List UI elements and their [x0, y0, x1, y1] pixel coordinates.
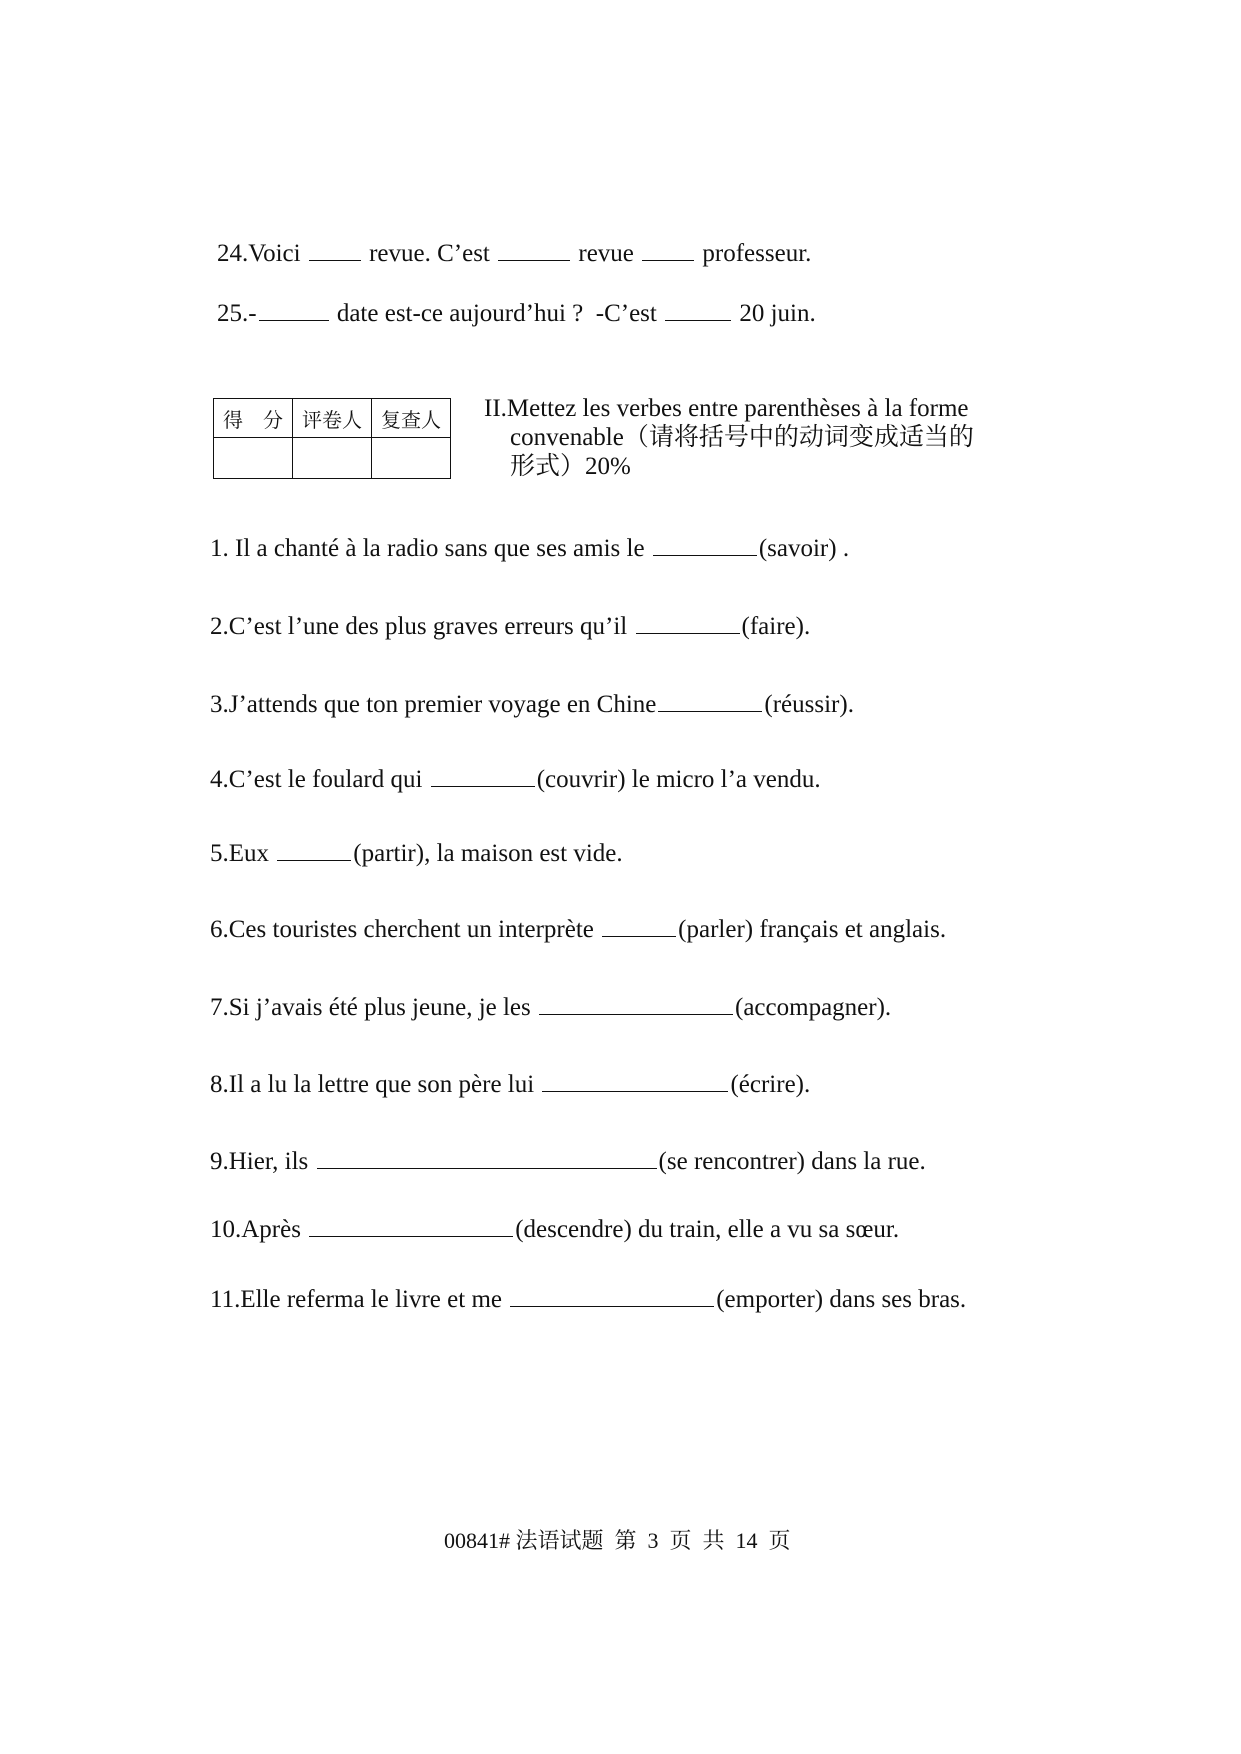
answer-blank[interactable] — [498, 238, 570, 261]
question-item: 1. Il a chanté à la radio sans que ses amis le (savoir) . — [210, 535, 850, 562]
question-24: 24.Voici revue. C’est revue professeur. — [217, 240, 812, 267]
answer-blank[interactable] — [642, 238, 694, 261]
section-heading: II.Mettez les verbes entre parenthèses à la forme convenable（请将括号中的动词变成适当的 形式）20% — [484, 395, 974, 480]
answer-blank[interactable] — [317, 1146, 657, 1169]
score-table — [213, 398, 451, 479]
answer-blank[interactable] — [277, 838, 351, 861]
answer-blank[interactable] — [309, 238, 361, 261]
question-item: 9.Hier, ils (se rencontrer) dans la rue. — [210, 1148, 926, 1175]
reviewer-cell[interactable] — [372, 438, 451, 479]
answer-blank[interactable] — [259, 298, 329, 321]
answer-blank[interactable] — [653, 533, 757, 556]
answer-blank[interactable] — [539, 992, 733, 1015]
answer-blank[interactable] — [602, 914, 676, 937]
page-footer: 00841# 法语试题 第 3 页 共 14 页 — [444, 1528, 791, 1553]
question-item: 6.Ces touristes cherchent un interprète (parler) français et anglais. — [210, 916, 947, 943]
question-item: 5.Eux (partir), la maison est vide. — [210, 840, 623, 867]
question-item: 3.J’attends que ton premier voyage en Chine (réussir). — [210, 691, 854, 718]
question-25: 25.- date est-ce aujourd’hui ? -C’est 20 juin. — [217, 300, 816, 327]
reviewer-header: 复查人 — [372, 399, 451, 438]
answer-blank[interactable] — [665, 298, 731, 321]
question-item: 7.Si j’avais été plus jeune, je les (accompagner). — [210, 994, 892, 1021]
answer-blank[interactable] — [636, 611, 740, 634]
grader-header: 评卷人 — [293, 399, 372, 438]
answer-blank[interactable] — [542, 1069, 728, 1092]
question-item: 10.Après (descendre) du train, elle a vu sa sœur. — [210, 1216, 900, 1243]
question-item: 4.C’est le foulard qui (couvrir) le micro l’a vendu. — [210, 766, 821, 793]
answer-blank[interactable] — [658, 689, 762, 712]
score-cell[interactable] — [214, 438, 293, 479]
score-header: 得 分 — [214, 399, 293, 438]
answer-blank[interactable] — [309, 1214, 513, 1237]
question-item: 2.C’est l’une des plus graves erreurs qu’il (faire). — [210, 613, 811, 640]
question-item: 8.Il a lu la lettre que son père lui (écrire). — [210, 1071, 811, 1098]
grader-cell[interactable] — [293, 438, 372, 479]
answer-blank[interactable] — [510, 1284, 714, 1307]
question-item: 11.Elle referma le livre et me (emporter) dans ses bras. — [210, 1286, 967, 1313]
answer-blank[interactable] — [431, 764, 535, 787]
